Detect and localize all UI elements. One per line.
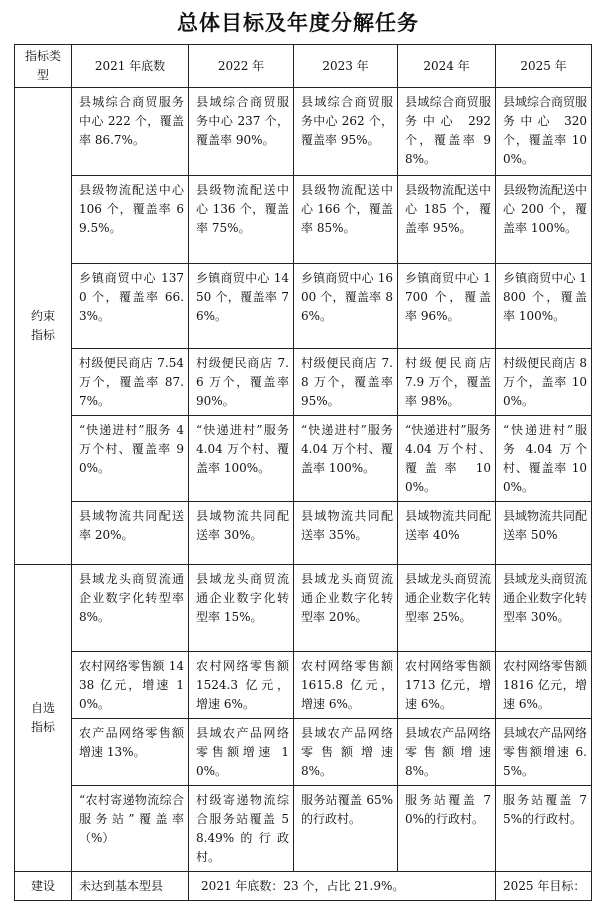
table-cell: “快递进村”服务 4.04 万个村、覆盖率 100%。 <box>294 416 398 502</box>
table-cell: 县域物流共同配送率 30%。 <box>189 502 294 565</box>
table-row <box>15 872 592 901</box>
category-constraint: 约束指标 <box>15 88 72 565</box>
page-title: 总体目标及年度分解任务 <box>177 11 419 35</box>
table-cell: 县级物流配送中心 166 个，覆盖率 85%。 <box>294 176 398 264</box>
table-row <box>15 176 592 264</box>
table-cell: “快递进村”服务 4 万个村、覆盖率 90%。 <box>72 416 189 502</box>
table-cell: 村级便民商店 7.8 万个，覆盖率 95%。 <box>294 349 398 416</box>
table-cell: 县域综合商贸服务中心 320 个，覆盖率 100%。 <box>496 88 592 176</box>
category-optional: 自选指标 <box>15 565 72 872</box>
table-cell: 县域龙头商贸流通企业数字化转型率 30%。 <box>496 565 592 652</box>
table-cell: 农村网络零售额 1524.3 亿元，增速 6%。 <box>189 652 294 719</box>
table-cell: 县级物流配送中心 200 个，覆盖率 100%。 <box>496 176 592 264</box>
header-year: 2023 年 <box>294 45 398 88</box>
table-cell: 县域物流共同配送率 35%。 <box>294 502 398 565</box>
table-cell: 农产品网络零售额增速 13%。 <box>72 719 189 786</box>
table-cell: 农村网络零售额 1438 亿元，增速 10%。 <box>72 652 189 719</box>
table-row <box>15 786 592 872</box>
table-cell: “农村寄递物流综合服务站”覆盖率（%） <box>72 786 189 872</box>
table-cell: 村级便民商店 7.9 万个，覆盖率 98%。 <box>398 349 496 416</box>
table-cell: 县域物流共同配送率 40% <box>398 502 496 565</box>
table-cell: 农村网络零售额 1816 亿元，增速 6%。 <box>496 652 592 719</box>
table-cell: 县域龙头商贸流通企业数字化转型率 25%。 <box>398 565 496 652</box>
header-year: 2021 年底数 <box>72 45 189 88</box>
header-type: 指标类型 <box>15 45 72 88</box>
table-row <box>15 719 592 786</box>
table-cell: 县域农产品网络零售额增速 6.5%。 <box>496 719 592 786</box>
category-construction: 建设 <box>15 872 72 901</box>
table-cell: 农村网络零售额 1615.8 亿元，增速 6%。 <box>294 652 398 719</box>
table-cell: 县域物流共同配送率 20%。 <box>72 502 189 565</box>
table-cell: 未达到基本型县 <box>72 872 189 901</box>
table-cell: 村级便民商店 7.54 万个，覆盖率 87.7%。 <box>72 349 189 416</box>
table-cell: 县级物流配送中心 185 个，覆盖率 95%。 <box>398 176 496 264</box>
header-row <box>15 45 592 88</box>
table-cell: 县域综合商贸服务中心 237 个，覆盖率 90%。 <box>189 88 294 176</box>
table-cell: 服务站覆盖 75%的行政村。 <box>496 786 592 872</box>
table-cell: 2021 年底数：23 个，占比 21.9%。 <box>189 872 496 901</box>
table-row <box>15 565 592 652</box>
table-cell: 县级物流配送中心 106 个，覆盖率 69.5%。 <box>72 176 189 264</box>
table-cell: 乡镇商贸中心 1370 个，覆盖率 66.3%。 <box>72 264 189 349</box>
table-cell: 县域综合商贸服务中心 292 个，覆盖率 98%。 <box>398 88 496 176</box>
table-cell: “快递进村”服务 4.04 万个村、覆盖率 100%。 <box>189 416 294 502</box>
table-row <box>15 502 592 565</box>
header-year: 2022 年 <box>189 45 294 88</box>
table-row <box>15 652 592 719</box>
table-row <box>15 349 592 416</box>
table-cell: 乡镇商贸中心 1450 个，覆盖率 76%。 <box>189 264 294 349</box>
table-cell: 村级便民商店 7.6 万个，覆盖率 90%。 <box>189 349 294 416</box>
table-cell: 县域龙头商贸流通企业数字化转型率 20%。 <box>294 565 398 652</box>
table-cell: 服务站覆盖 65%的行政村。 <box>294 786 398 872</box>
table-row <box>15 88 592 176</box>
table-cell: 乡镇商贸中心 1800 个，覆盖率 100%。 <box>496 264 592 349</box>
table-cell: “快递进村”服务 4.04 万个村、覆盖率 100%。 <box>496 416 592 502</box>
targets-table <box>14 44 592 901</box>
table-cell: 县域农产品网络零售额增速 8%。 <box>294 719 398 786</box>
table-row <box>15 416 592 502</box>
table-cell: 县域龙头商贸流通企业数字化转型率 8%。 <box>72 565 189 652</box>
table-cell: 县域物流共同配送率 50% <box>496 502 592 565</box>
table-row <box>15 264 592 349</box>
table-cell: 县域农产品网络零售额增速 8%。 <box>398 719 496 786</box>
table-cell: 乡镇商贸中心 1600 个，覆盖率 86%。 <box>294 264 398 349</box>
table-cell: “快递进村”服务 4.04 万个村、覆盖率 100%。 <box>398 416 496 502</box>
table-cell: 县域农产品网络零售额增速 10%。 <box>189 719 294 786</box>
table-cell: 村级便民商店 8 万个，盖率 100%。 <box>496 349 592 416</box>
header-year: 2025 年 <box>496 45 592 88</box>
table-cell: 县域龙头商贸流通企业数字化转型率 15%。 <box>189 565 294 652</box>
table-cell: 县域综合商贸服务中心 262 个，覆盖率 95%。 <box>294 88 398 176</box>
table-cell: 乡镇商贸中心 1700 个，覆盖率 96%。 <box>398 264 496 349</box>
table-cell: 村级寄递物流综合服务站覆盖 58.49%的行政村。 <box>189 786 294 872</box>
table-cell: 县城综合商贸服务中心 222 个，覆盖率 86.7%。 <box>72 88 189 176</box>
table-cell: 农村网络零售额 1713 亿元，增速 6%。 <box>398 652 496 719</box>
table-cell: 服务站覆盖 70%的行政村。 <box>398 786 496 872</box>
table-cell: 县级物流配送中心 136 个，覆盖率 75%。 <box>189 176 294 264</box>
table-cell: 2025 年目标： <box>496 872 592 901</box>
header-year: 2024 年 <box>398 45 496 88</box>
